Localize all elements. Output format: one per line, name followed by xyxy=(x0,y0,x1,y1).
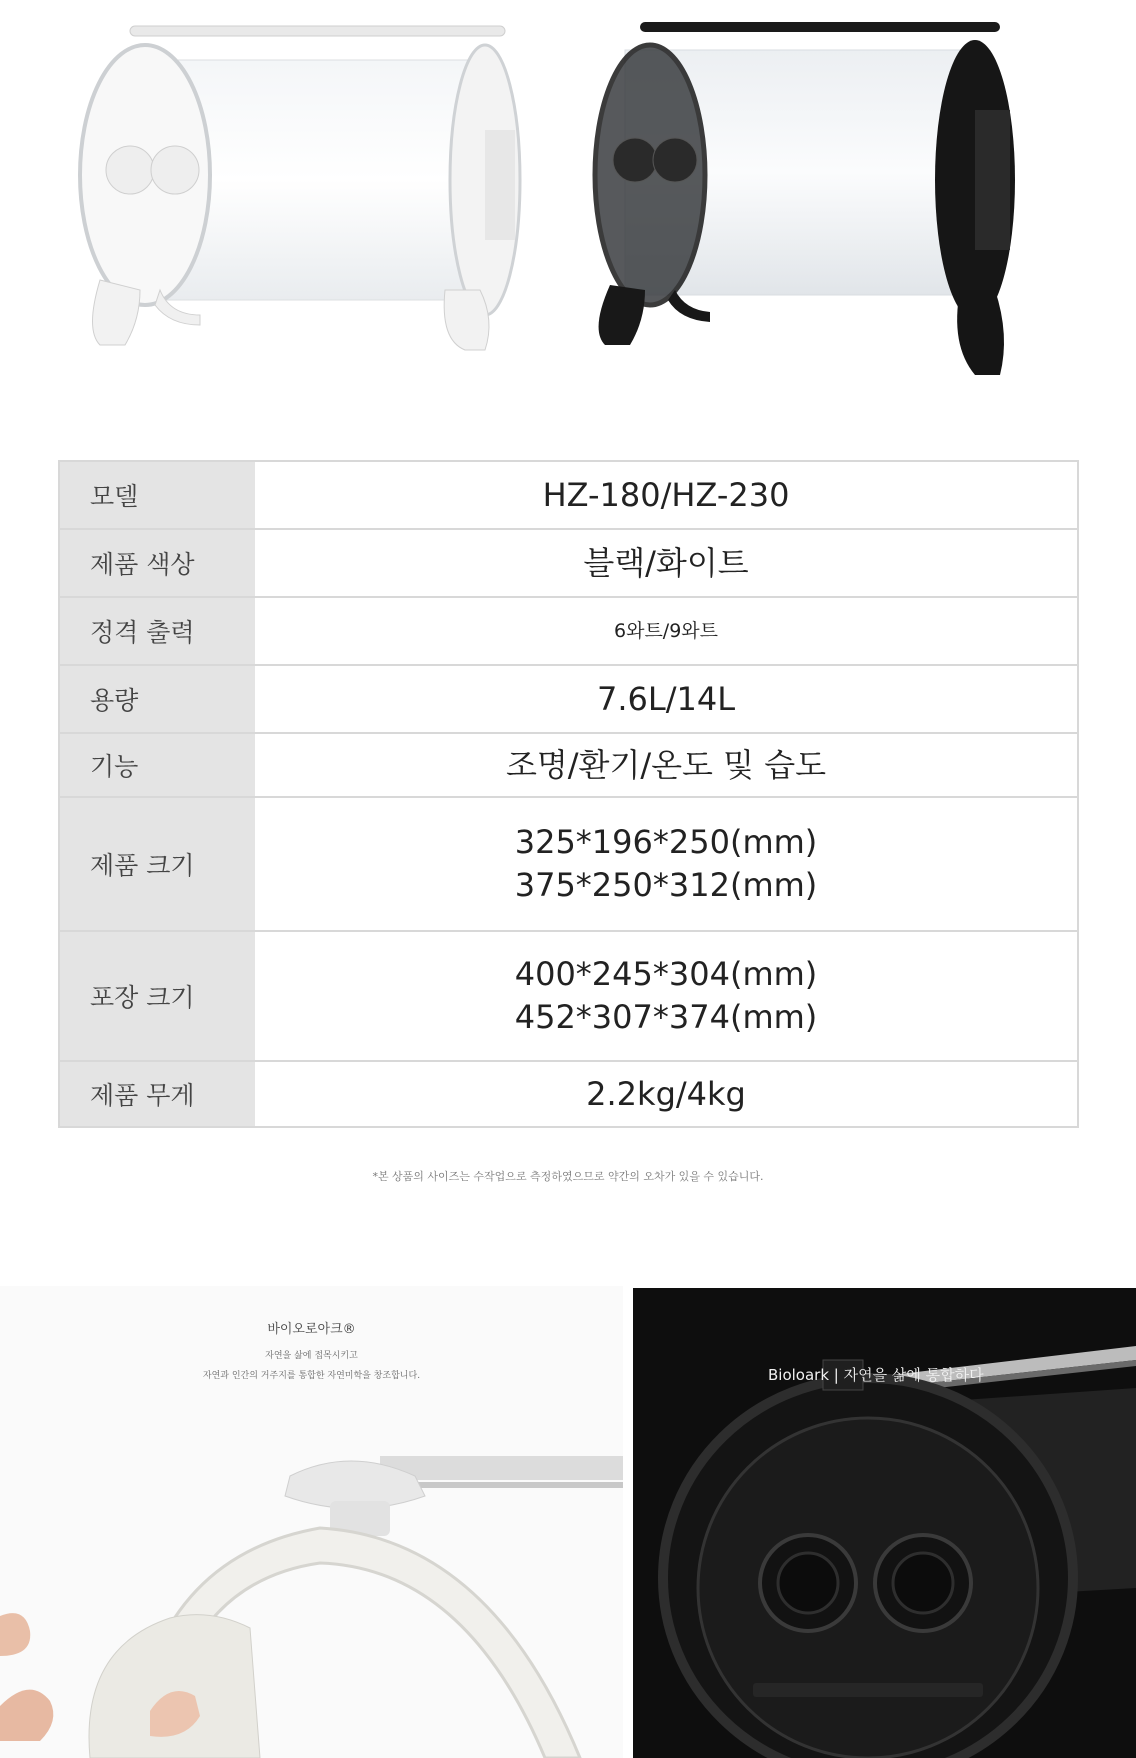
brand-name: 바이오로아크® xyxy=(267,1322,356,1337)
spec-value: 조명/환기/온도 및 습도 xyxy=(255,733,1078,797)
brand-panel xyxy=(0,1286,623,1758)
spec-value: HZ-180/HZ-230 xyxy=(542,475,790,514)
spec-row-capacity xyxy=(59,665,1078,733)
white-closeup-photo xyxy=(0,1286,623,1758)
spec-value xyxy=(255,797,1078,931)
spec-label: 정격 출력 xyxy=(59,597,255,665)
black-unit xyxy=(595,22,1015,375)
spec-label: 제품 크기 xyxy=(59,797,255,931)
spec-row-model xyxy=(59,461,1078,529)
brand-tagline: 자연을 삶에 접목시키고 xyxy=(265,1351,358,1361)
spec-label: 용량 xyxy=(59,665,255,733)
spec-row-product-size xyxy=(59,797,1078,931)
spec-value-line: 400*245*304(mm) xyxy=(514,955,818,993)
spec-label: 기능 xyxy=(59,733,255,797)
spec-value-line: 452*307*374(mm) xyxy=(514,998,818,1036)
spec-row-color xyxy=(59,529,1078,597)
spec-row-package-size xyxy=(59,931,1078,1061)
spec-value: 6와트/9와트 xyxy=(255,597,1078,665)
measurement-note: *본 상품의 사이즈는 수작업으로 측정하였으므로 약간의 오차가 있을 수 있습니다. xyxy=(372,1170,764,1183)
white-unit xyxy=(80,26,520,350)
brand-tagline-sub: 자연과 인간의 거주지를 통합한 자연미학을 창조합니다. xyxy=(202,1371,421,1381)
spec-value xyxy=(255,931,1078,1061)
spec-row-weight xyxy=(59,1061,1078,1127)
spec-value: 블랙/화이트 xyxy=(255,529,1078,597)
black-closeup-photo xyxy=(633,1288,1136,1758)
spec-value-line: 375*250*312(mm) xyxy=(514,866,818,904)
spec-row-power xyxy=(59,597,1078,665)
spec-value: 7.6L/14L xyxy=(255,665,1078,733)
spec-label: 제품 무게 xyxy=(59,1061,255,1127)
spec-label: 포장 크기 xyxy=(59,931,255,1061)
dark-product-panel xyxy=(633,1288,1136,1758)
product-photo xyxy=(0,0,1136,410)
spec-table xyxy=(58,460,1079,1128)
dark-panel-caption: Bioloark | 자연을 삶에 통합하다 xyxy=(768,1366,984,1384)
spec-label: 모델 xyxy=(59,461,255,529)
spec-row-function xyxy=(59,733,1078,797)
spec-label: 제품 색상 xyxy=(59,529,255,597)
spec-value-line: 325*196*250(mm) xyxy=(514,823,818,861)
spec-value: 2.2kg/4kg xyxy=(255,1061,1078,1127)
